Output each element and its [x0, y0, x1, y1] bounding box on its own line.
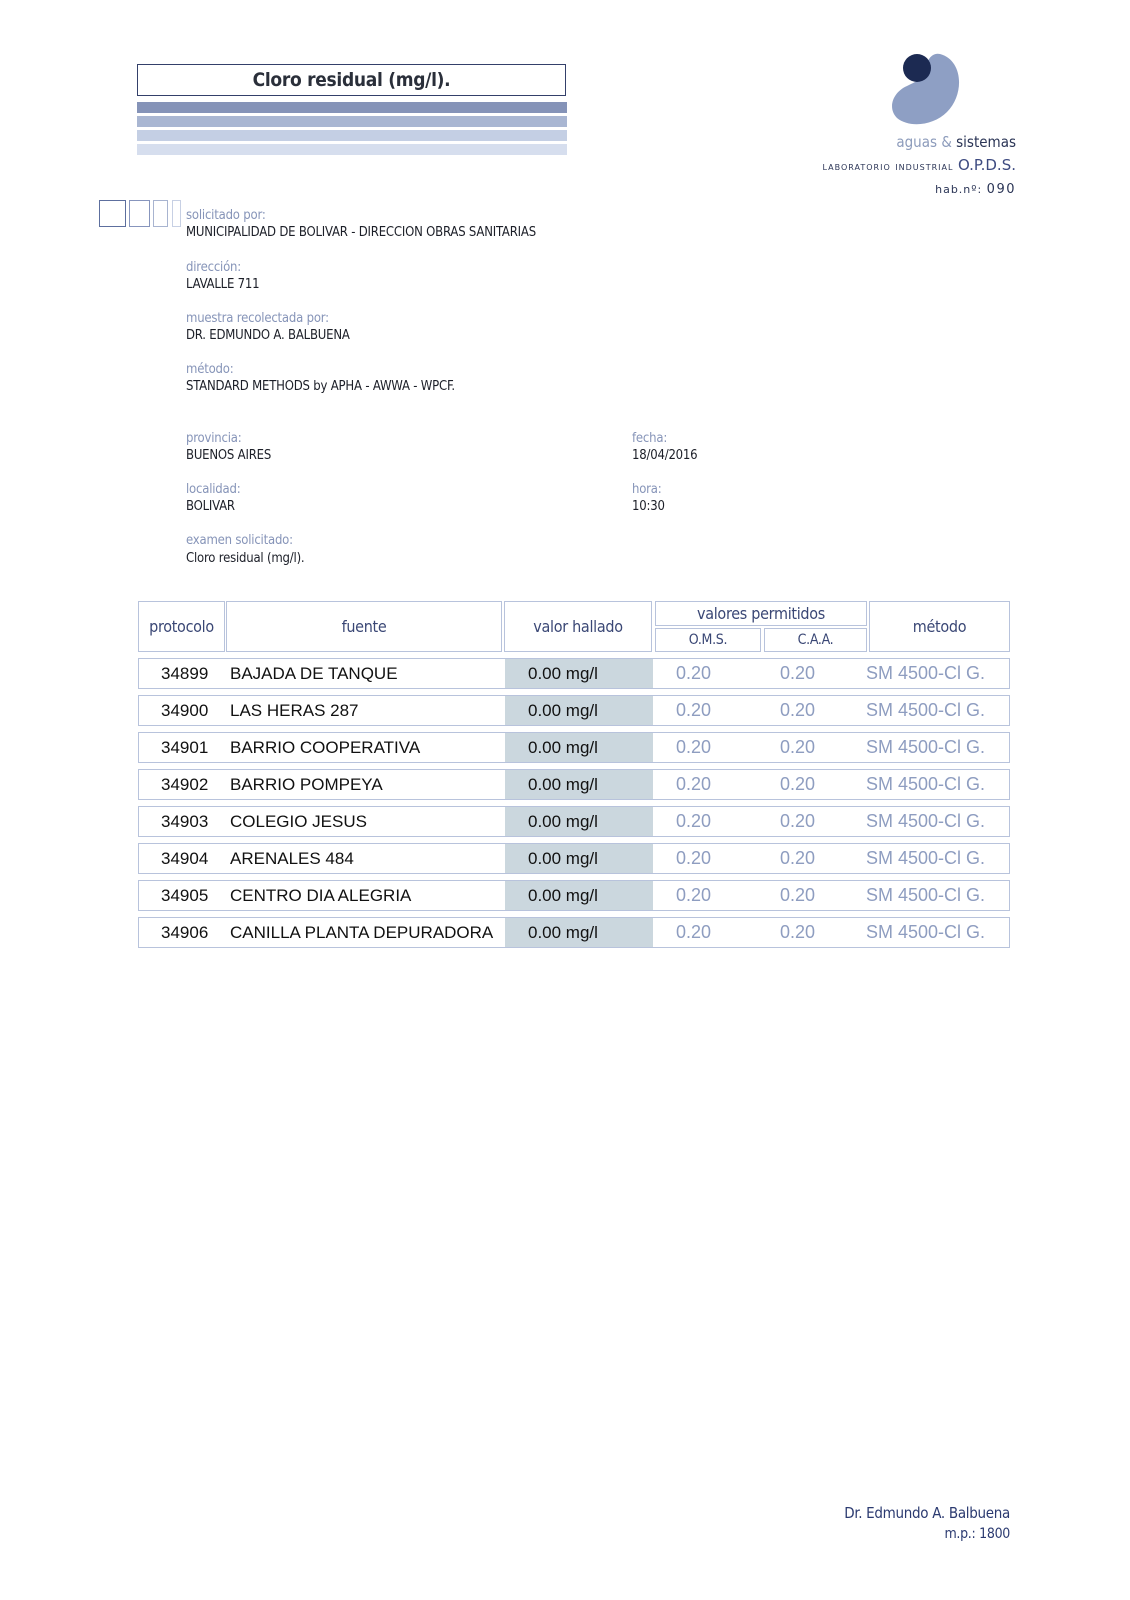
- cell-caa: 0.20: [780, 663, 816, 683]
- cell-protocolo: 34902: [161, 775, 209, 794]
- header-oms: O.M.S.: [655, 628, 761, 652]
- cell-valor: 0.00 mg/l: [505, 659, 653, 688]
- solicitado-value: MUNICIPALIDAD DE BOLIVAR - DIRECCION OBRAS SANITARIAS: [186, 225, 536, 240]
- cell-fuente: ARENALES 484: [230, 849, 354, 868]
- table-row: [138, 732, 1010, 763]
- logo-wordmark: [896, 133, 1016, 151]
- decor-square: [129, 200, 150, 227]
- cell-metodo: SM 4500-Cl G.: [866, 663, 986, 683]
- cell-protocolo: 34900: [161, 701, 209, 720]
- hab-number: 090: [986, 182, 1016, 197]
- header-valor: valor hallado: [504, 601, 652, 652]
- cell-metodo: SM 4500-Cl G.: [866, 774, 986, 794]
- localidad-label: localidad:: [186, 482, 241, 497]
- fecha-value: 18/04/2016: [632, 448, 698, 463]
- cell-protocolo: 34901: [161, 738, 209, 757]
- cell-fuente: CANILLA PLANTA DEPURADORA: [230, 923, 494, 942]
- hora-label: hora:: [632, 482, 662, 497]
- cell-metodo: SM 4500-Cl G.: [866, 885, 986, 905]
- cell-caa: 0.20: [780, 774, 816, 794]
- table-row: [138, 880, 1010, 911]
- table-row: [138, 695, 1010, 726]
- muestra-label: muestra recolectada por:: [186, 311, 329, 326]
- table-row: [138, 806, 1010, 837]
- cell-valor: 0.00 mg/l: [505, 770, 653, 799]
- logo-word-aguas: aguas: [896, 133, 938, 151]
- cell-valor: 0.00 mg/l: [505, 733, 653, 762]
- cell-oms: 0.20: [676, 922, 712, 942]
- cell-protocolo: 34899: [161, 664, 209, 683]
- metodo-label: método:: [186, 362, 234, 377]
- lab-line: [823, 156, 1016, 174]
- logo-amp: &: [941, 133, 952, 151]
- provincia-label: provincia:: [186, 431, 242, 446]
- cell-oms: 0.20: [676, 774, 712, 794]
- table-row: [138, 658, 1010, 689]
- table-row: [138, 917, 1010, 948]
- table-row: [138, 843, 1010, 874]
- cell-oms: 0.20: [676, 811, 712, 831]
- signature-mp: m.p.: 1800: [944, 1526, 1010, 1542]
- cell-oms: 0.20: [676, 885, 712, 905]
- cell-protocolo: 34905: [161, 886, 209, 905]
- cell-caa: 0.20: [780, 922, 816, 942]
- cell-metodo: SM 4500-Cl G.: [866, 700, 986, 720]
- cell-valor: 0.00 mg/l: [505, 807, 653, 836]
- cell-caa: 0.20: [780, 700, 816, 720]
- cell-fuente: BARRIO COOPERATIVA: [230, 738, 421, 757]
- localidad-value: BOLIVAR: [186, 499, 235, 514]
- cell-fuente: BAJADA DE TANQUE: [230, 664, 398, 683]
- table-row: [138, 769, 1010, 800]
- title-stripe: [137, 116, 567, 127]
- cell-fuente: COLEGIO JESUS: [230, 812, 367, 831]
- metodo-value: STANDARD METHODS by APHA - AWWA - WPCF.: [186, 379, 455, 394]
- cell-valor: 0.00 mg/l: [505, 918, 653, 947]
- cell-protocolo: 34904: [161, 849, 209, 868]
- cell-valor: 0.00 mg/l: [505, 881, 653, 910]
- header-permitidos: valores permitidos: [655, 601, 867, 626]
- cell-metodo: SM 4500-Cl G.: [866, 737, 986, 757]
- examen-label: examen solicitado:: [186, 533, 293, 548]
- cell-valor: 0.00 mg/l: [505, 696, 653, 725]
- cell-caa: 0.20: [780, 885, 816, 905]
- header-fuente: fuente: [226, 601, 502, 652]
- title-stripe: [137, 144, 567, 155]
- decor-square: [99, 200, 126, 227]
- cell-caa: 0.20: [780, 737, 816, 757]
- cell-protocolo: 34906: [161, 923, 209, 942]
- title-stripe: [137, 130, 567, 141]
- cell-oms: 0.20: [676, 663, 712, 683]
- cell-valor: 0.00 mg/l: [505, 844, 653, 873]
- solicitado-label: solicitado por:: [186, 208, 266, 223]
- title-stripe: [137, 102, 567, 113]
- lab-name: O.P.D.S.: [957, 156, 1016, 174]
- document-title: Cloro residual (mg/l).: [137, 64, 566, 96]
- cell-oms: 0.20: [676, 700, 712, 720]
- hora-value: 10:30: [632, 499, 665, 514]
- signature-name: Dr. Edmundo A. Balbuena: [844, 1504, 1010, 1522]
- hab-line: [935, 182, 1016, 197]
- cell-metodo: SM 4500-Cl G.: [866, 811, 986, 831]
- direccion-value: LAVALLE 711: [186, 277, 260, 292]
- cell-metodo: SM 4500-Cl G.: [866, 922, 986, 942]
- cell-fuente: CENTRO DIA ALEGRIA: [230, 886, 412, 905]
- cell-caa: 0.20: [780, 811, 816, 831]
- cell-protocolo: 34903: [161, 812, 209, 831]
- header-caa: C.A.A.: [764, 628, 867, 652]
- decor-square: [153, 200, 168, 227]
- hab-label: hab.nº:: [935, 183, 983, 196]
- provincia-value: BUENOS AIRES: [186, 448, 272, 463]
- cell-caa: 0.20: [780, 848, 816, 868]
- decor-square: [172, 200, 181, 227]
- fecha-label: fecha:: [632, 431, 668, 446]
- cell-metodo: SM 4500-Cl G.: [866, 848, 986, 868]
- cell-oms: 0.20: [676, 737, 712, 757]
- header-protocolo: protocolo: [138, 601, 225, 652]
- lab-label: laboratorio industrial: [822, 160, 954, 173]
- cell-fuente: BARRIO POMPEYA: [230, 775, 383, 794]
- cell-oms: 0.20: [676, 848, 712, 868]
- header-metodo: método: [869, 601, 1010, 652]
- logo-word-sistemas: sistemas: [956, 133, 1016, 151]
- direccion-label: dirección:: [186, 260, 242, 275]
- muestra-value: DR. EDMUNDO A. BALBUENA: [186, 328, 350, 343]
- logo-drop-icon: [885, 46, 965, 136]
- examen-value: Cloro residual (mg/l).: [186, 551, 305, 566]
- cell-fuente: LAS HERAS 287: [230, 701, 359, 720]
